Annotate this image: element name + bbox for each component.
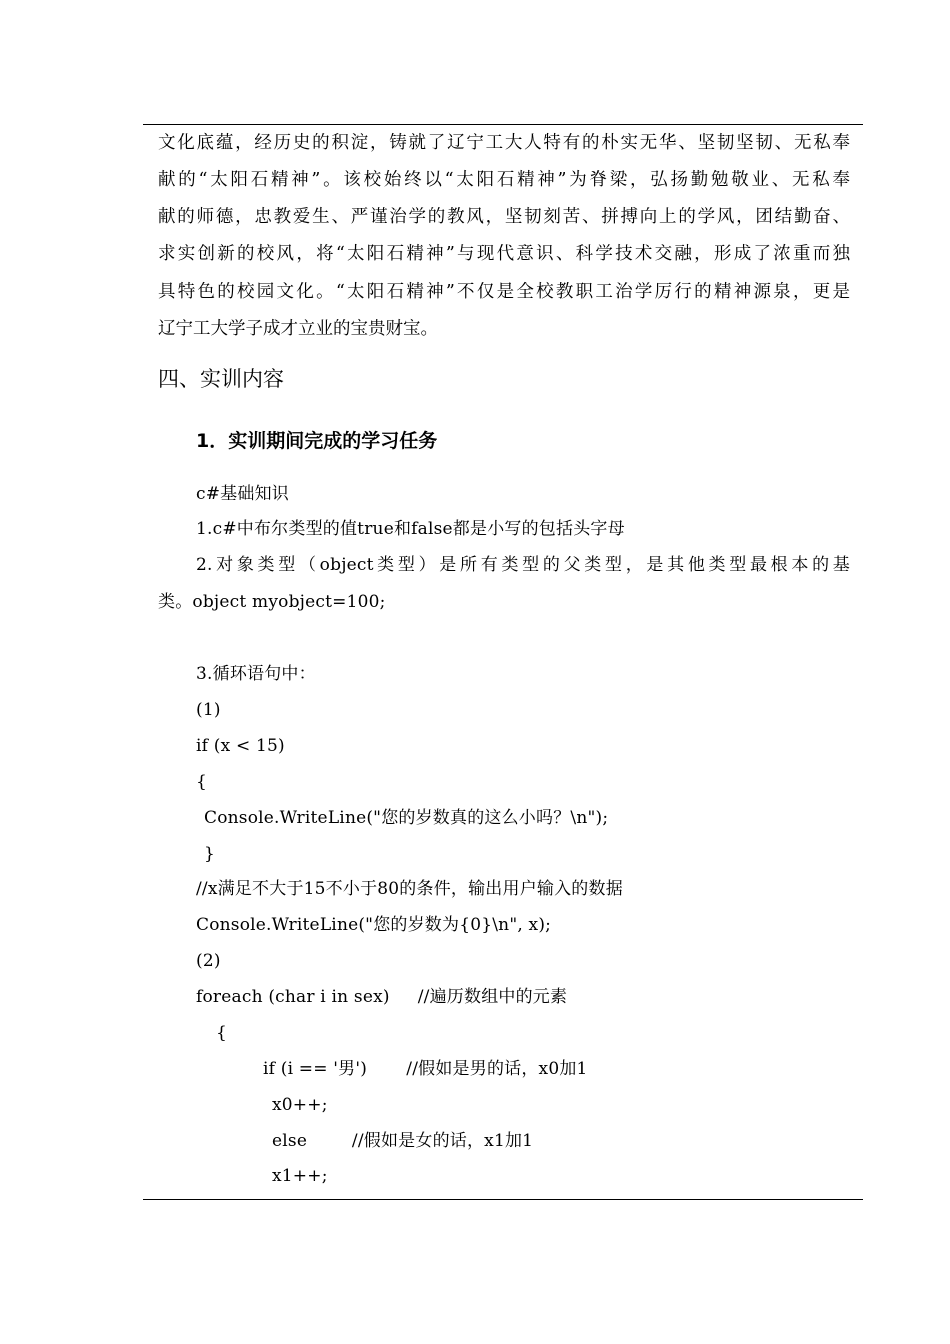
code-if-male-line: if (i == '男') //假如是男的话，x0加1: [263, 1059, 588, 1079]
code-if-line: if (x < 15): [196, 736, 285, 756]
paragraph-line-3: 献的师德，忠教爱生、严谨治学的教风，坚韧刻苦、拼搏向上的学风，团结勤奋、: [158, 207, 850, 227]
code-x1-increment: x1++;: [272, 1166, 328, 1186]
paragraph-line-1: 文化底蕴，经历史的积淀，铸就了辽宁工大人特有的朴实无华、坚韧坚韧、无私奉: [158, 133, 850, 153]
code-else-line: else //假如是女的话，x1加1: [272, 1131, 534, 1151]
case-1-label: (1): [196, 700, 221, 720]
code-x0-increment: x0++;: [272, 1095, 328, 1115]
code-open-brace-2: {: [216, 1023, 228, 1043]
topic-line: c#基础知识: [196, 484, 289, 504]
item-2-line-1: 2.对象类型（object类型）是所有类型的父类型，是其他类型最根本的基: [196, 555, 850, 575]
code-console-line-2: Console.WriteLine("您的岁数为{0}\n", x);: [196, 915, 552, 935]
paragraph-line-6: 辽宁工大学子成才立业的宝贵财宝。: [158, 319, 438, 339]
footer-rule: [143, 1199, 863, 1200]
case-2-label: (2): [196, 951, 221, 971]
section-heading: 四、实训内容: [158, 367, 284, 391]
code-console-line-1: Console.WriteLine("您的岁数真的这么小吗？\n");: [204, 808, 609, 828]
code-close-brace-1: }: [204, 844, 216, 864]
code-comment-1: //x满足不大于15不小于80的条件，输出用户输入的数据: [196, 879, 623, 899]
subsection-heading: 1．实训期间完成的学习任务: [196, 430, 438, 452]
item-2-line-2: 类。object myobject=100;: [158, 592, 386, 612]
code-foreach-line: foreach (char i in sex) //遍历数组中的元素: [196, 987, 568, 1007]
code-open-brace-1: {: [196, 772, 208, 792]
item-3: 3.循环语句中：: [196, 664, 316, 684]
paragraph-line-2: 献的“太阳石精神”。该校始终以“太阳石精神”为脊梁，弘扬勤勉敬业、无私奉: [158, 170, 850, 190]
paragraph-line-5: 具特色的校园文化。“太阳石精神”不仅是全校教职工治学厉行的精神源泉，更是: [158, 282, 850, 302]
paragraph-line-4: 求实创新的校风，将“太阳石精神”与现代意识、科学技术交融，形成了浓重而独: [158, 244, 850, 264]
header-rule: [143, 124, 863, 125]
item-1: 1.c#中布尔类型的值true和false都是小写的包括头字母: [196, 519, 625, 539]
